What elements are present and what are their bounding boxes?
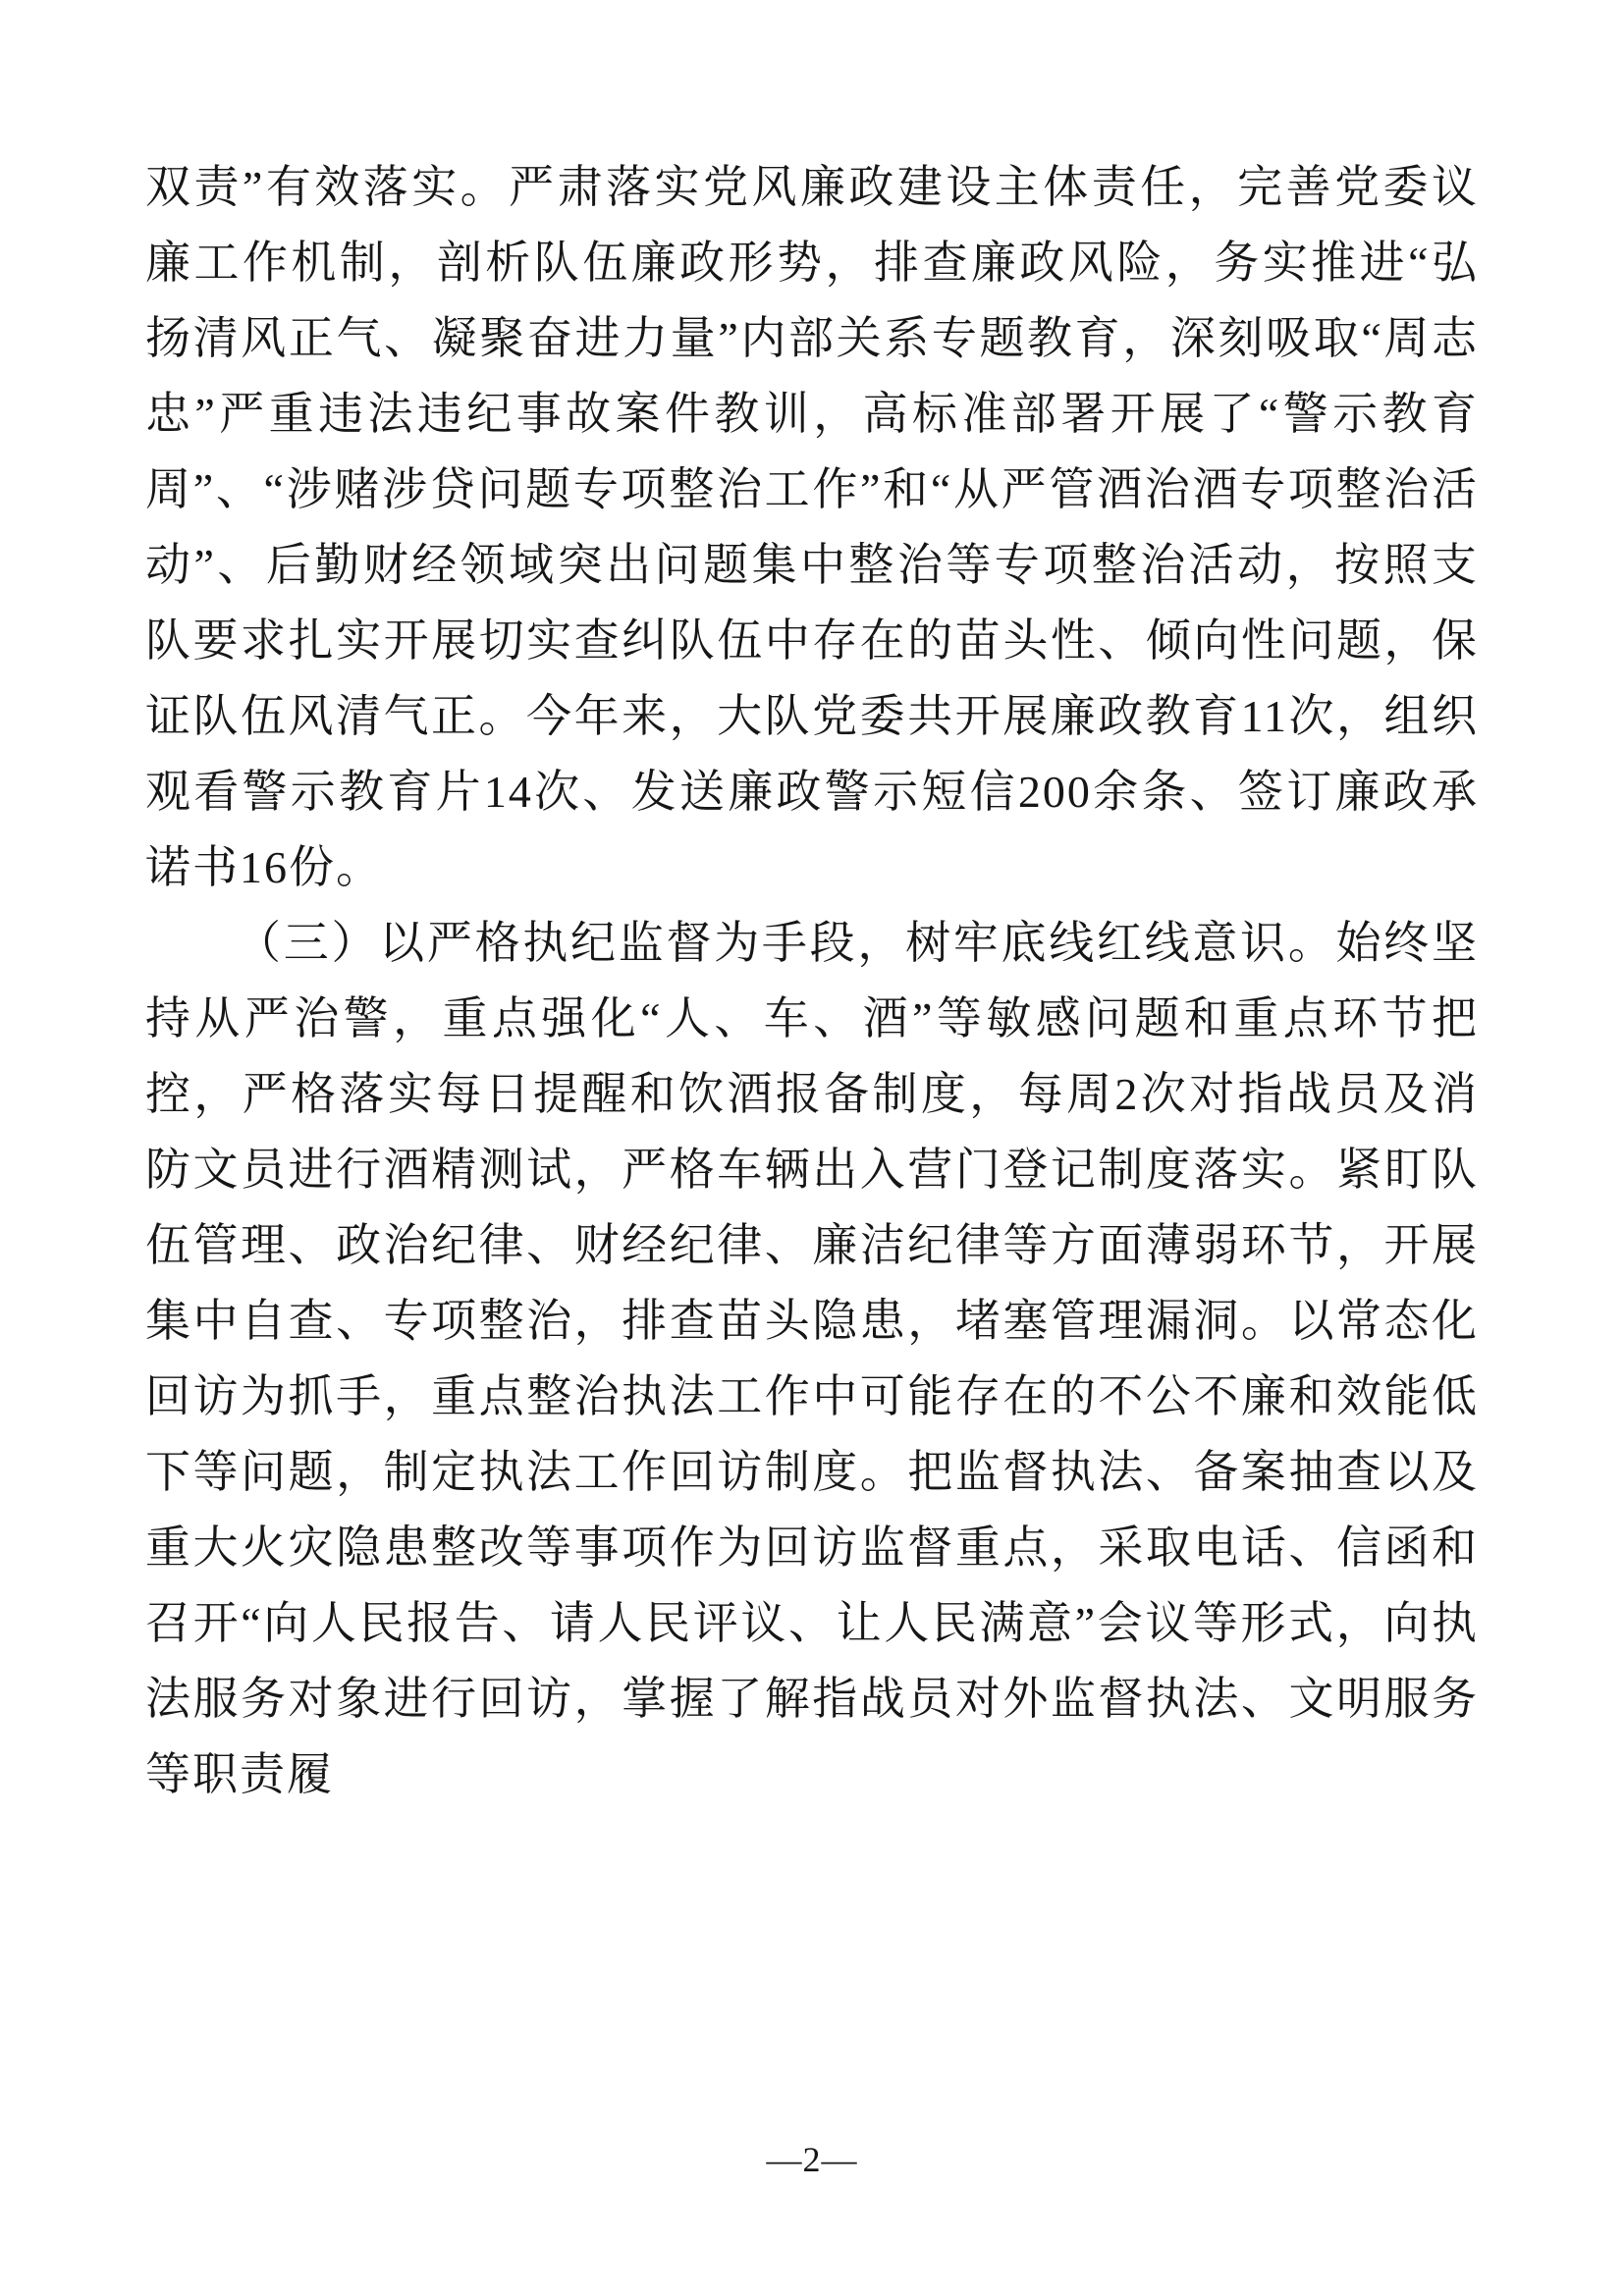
paragraph-section-3: （三）以严格执纪监督为手段，树牢底线红线意识。始终坚持从严治警，重点强化“人、车、酒”等敏感问题和重点环节把控，严格落实每日提醒和饮酒报备制度，每周2次对指战员及消防文员进行酒精测试，严格车辆出入营门登记制度落实。紧盯队伍管理、政治纪律、财经纪律、廉洁纪律等方面薄弱环节，开展集中自查、专项整治，排查苗头隐患，堵塞管理漏洞。以常态化回访为抓手，重点整治执法工作中可能存在的不公不廉和效能低下等问题，制定执法工作回访制度。把监督执法、备案抽查以及重大火灾隐患整改等事项作为回访监督重点，采取电话、信函和召开“向人民报告、请人民评议、让人民满意”会议等形式，向执法服务对象进行回访，掌握了解指战员对外监督执法、文明服务等职责履 [145, 918, 1479, 1799]
paragraph-continuation: 双责”有效落实。严肃落实党风廉政建设主体责任，完善党委议廉工作机制，剖析队伍廉政形势，排查廉政风险，务实推进“弘扬清风正气、凝聚奋进力量”内部关系专题教育，深刻吸取“周志忠”严重违法违纪事故案件教训，高标准部署开展了“警示教育周”、“涉赌涉贷问题专项整治工作”和“从严管酒治酒专项整治活动”、后勤财经领域突出问题集中整治等专项整治活动，按照支队要求扎实开展切实查纠队伍中存在的苗头性、倾向性问题，保证队伍风清气正。今年来，大队党委共开展廉政教育11次，组织观看警示教育片14次、发送廉政警示短信200余条、签订廉政承诺书16份。 [145, 162, 1479, 892]
document-body [145, 149, 1479, 1812]
page-number: —2— [766, 2140, 858, 2179]
